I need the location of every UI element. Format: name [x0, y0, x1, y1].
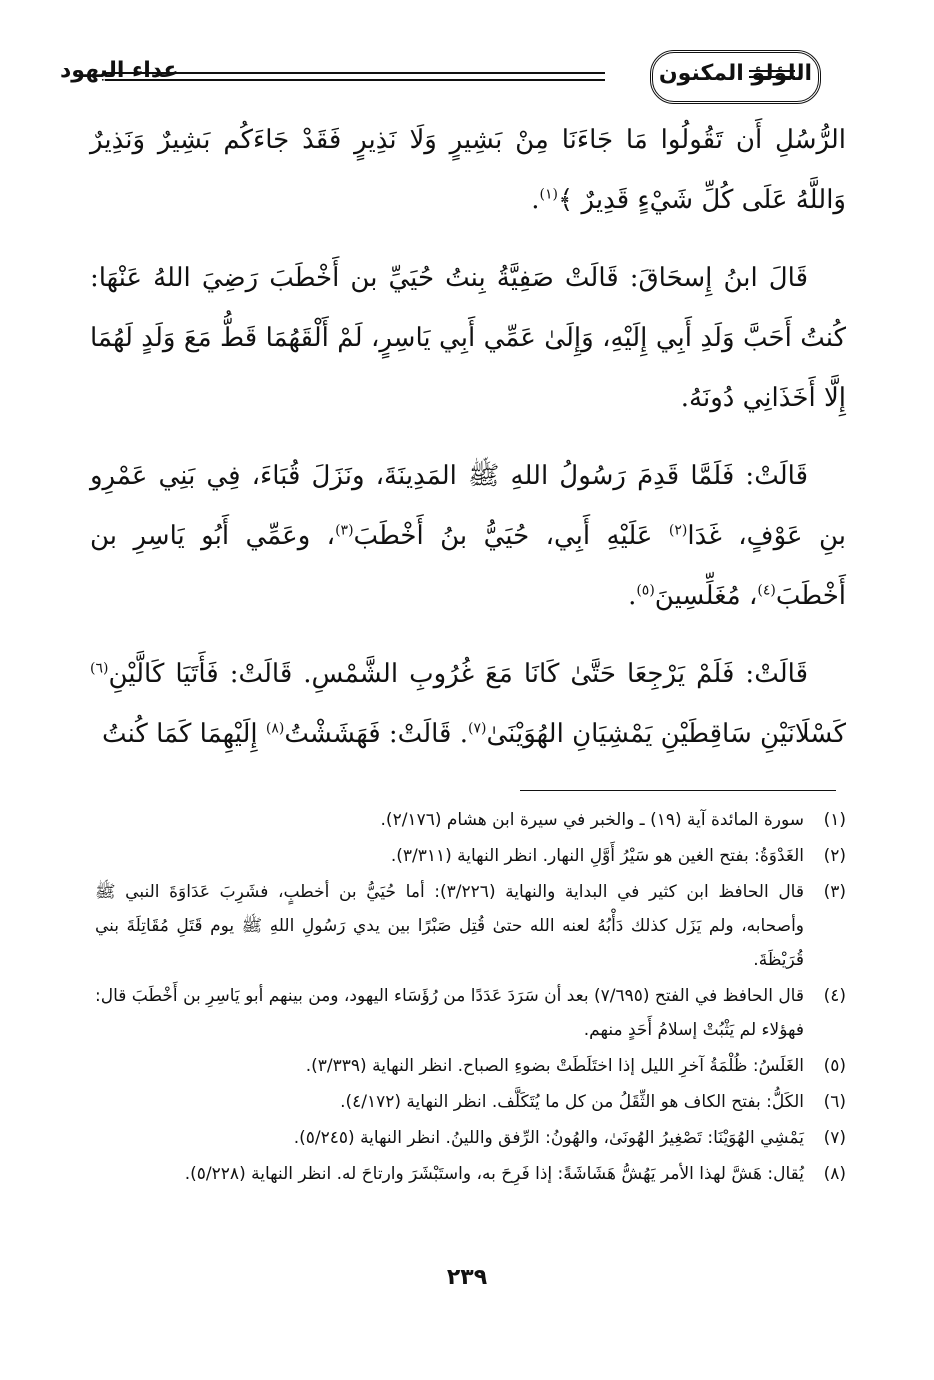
chapter-title: عداء اليهود [60, 58, 179, 83]
footnote-number: (٤) [823, 986, 846, 1006]
footnote-number: (٥) [823, 1056, 846, 1076]
header-title-frame [650, 50, 821, 104]
footnote-item [95, 1157, 846, 1191]
text-span: ، وعَمِّي أَبُو يَاسِرِ بن أَخْطَبَ [90, 521, 846, 611]
text-span: قَالَتْ: فَلَمْ يَرْجِعَا حَتَّىٰ كَانَا مَعَ غُرُوبِ الشَّمْسِ. قَالَتْ: فَأَتَيَا كَالَّيْنِ [108, 659, 808, 689]
text-span: . قَالَتْ: فَهَشَشْتُ [284, 719, 469, 749]
footnotes [95, 803, 846, 1193]
footnote-text: يَمْشِي الهُوَيْنَا: تَصْغِيرُ الهُونَىٰ، والهُونُ: الرِّفق واللينُ. انظر النهاية (٥/٢٤٥). [293, 1128, 804, 1148]
paragraph-1: قَالَ ابنُ إِسحَاقَ: قَالَتْ صَفِيَّةُ بِنتُ حُيَيِّ بن أَخْطَبَ رَضِيَ اللهُ عَنْهَا: كُنتُ أَحَبَّ وَلَدِ أَبِي إِلَيْهِ، وَإِلَىٰ عَمِّي أَبِي يَاسِرٍ، لَمْ أَلْقَهُمَا قَطُّ مَعَ وَلَدٍ لَهُمَا إِلَّا أَخَذَانِي دُونَهُ. [90, 263, 846, 413]
text-span: عَلَيْهِ أَبِي، حُيَيُّ بنُ أَخْطَبَ [353, 521, 669, 551]
footnote-ref: (٥) [636, 582, 655, 599]
footnote-text: يُقال: هَشَّ لهذا الأمر يَهُشُّ هَشَاشَةً: إذا فَرِحَ به، واستَبْشَرَ وارتاحَ له. انظر النهاية (٥/٢٢٨). [184, 1164, 804, 1184]
main-text [90, 110, 846, 782]
footnote-item [95, 803, 846, 837]
text-span: كَسْلَانَيْنِ سَاقِطَيْنِ يَمْشِيَانِ الهُوَيْنَىٰ [486, 719, 846, 749]
footnote-ref: (٦) [90, 660, 109, 677]
footnote-number: (٦) [823, 1092, 846, 1112]
footnote-number: (٣) [823, 882, 846, 902]
header-rule [105, 72, 605, 81]
text-span: إِلَيْهِمَا كَمَا كُنتُ [102, 719, 266, 749]
text-span: قَالَتْ: فَلَمَّا قَدِمَ رَسُولُ اللهِ ﷺ المَدِينَةَ، ونَزَلَ قُبَاءَ، فِي بَنِي عَمْرِو بنِ عَوْفٍ، غَدَا [90, 461, 846, 551]
footnote-number: (٧) [823, 1128, 846, 1148]
page-number: ٢٣٩ [446, 1265, 488, 1290]
footnote-text: الكَلُّ: بفتح الكاف هو الثِّقَلُ من كل ما يُتَكَلَّف. انظر النهاية (٤/١٧٢). [340, 1092, 804, 1112]
footnote-ref: (٧) [468, 720, 487, 737]
header-rule-right [749, 70, 795, 78]
footnote-ref: (٨) [265, 720, 285, 737]
footnote-item [95, 839, 846, 873]
footnote-text: الغَلَسُ: ظُلْمَةُ آخرِ الليل إذا اختَلَطَتْ بضوءِ الصباح. انظر النهاية (٣/٣٣٩). [305, 1056, 804, 1076]
running-header [60, 48, 870, 104]
footnote-separator [520, 790, 836, 791]
footnote-text: قال الحافظ ابن كثير في البداية والنهاية (٣/٢٢٦): أما حُيَيُّ بن أخطبٍ، فشَرِبَ عَدَاوَةَ النبي ﷺ وأصحابه، ولم يَزَل كذلك دَأْبُهُ لعنه الله حتىٰ قُتِل صَبْرًا بين يدي رَسُولِ اللهِ ﷺ يوم قَتَلِ مُقَاتِلَةَ بني قُرَيْظَةَ. [95, 882, 804, 970]
text-span: . [628, 581, 637, 611]
footnote-item [95, 1085, 846, 1119]
verse-text: الرُّسُلِ أَن تَقُولُوا مَا جَاءَنَا مِنْ بَشِيرٍ وَلَا نَذِيرٍ فَقَدْ جَاءَكُم بَشِيرٌ وَنَذِيرٌ وَاللَّهُ عَلَى كُلِّ شَيْءٍ قَدِيرٌ ﴾ [90, 125, 846, 215]
footnote-ref: (٣) [335, 522, 354, 539]
footnote-ref: (٢) [668, 522, 688, 539]
footnote-number: (١) [823, 810, 846, 830]
footnote-ref: (٤) [757, 582, 776, 599]
footnote-text: سورة المائدة آية (١٩) ـ والخبر في سيرة ابن هشام (٢/١٧٦). [380, 810, 804, 830]
paragraph-3 [90, 644, 846, 764]
footnote-number: (٢) [823, 846, 846, 866]
footnote-item [95, 1049, 846, 1083]
footnote-ref: (١) [539, 186, 558, 203]
paragraph-2 [90, 446, 846, 626]
paragraph-verse: الرُّسُلِ أَن تَقُولُوا مَا جَاءَنَا مِنْ بَشِيرٍ وَلَا نَذِيرٍ فَقَدْ جَاءَكُم بَشِيرٌ وَنَذِيرٌ وَاللَّهُ عَلَى كُلِّ شَيْءٍ قَدِيرٌ ﴾$^{(١)}$. [90, 125, 846, 215]
text-span: ، مُغَلِّسِينَ [654, 581, 758, 611]
footnote-number: (٨) [823, 1164, 846, 1184]
footnote-text: قال الحافظ في الفتح (٧/٦٩٥) بعد أن سَرَدَ عَدَدًا من رُؤَسَاء اليهود، ومن بينهم أبو يَاسِرِ بن أَخْطَبَ قال: فهؤلاء لم يَثْبُتْ إسلامُ أَحَدٍ منهم. [95, 986, 804, 1040]
footnote-item [95, 1121, 846, 1155]
footnote-item [95, 875, 846, 977]
footnote-item [95, 979, 846, 1047]
book-title: اللؤلؤ المكنون [658, 61, 813, 86]
footnote-text: الغَدْوَةُ: بفتح الغين هو سَيْرُ أَوَّلِ النهار. انظر النهاية (٣/٣١١). [390, 846, 804, 866]
